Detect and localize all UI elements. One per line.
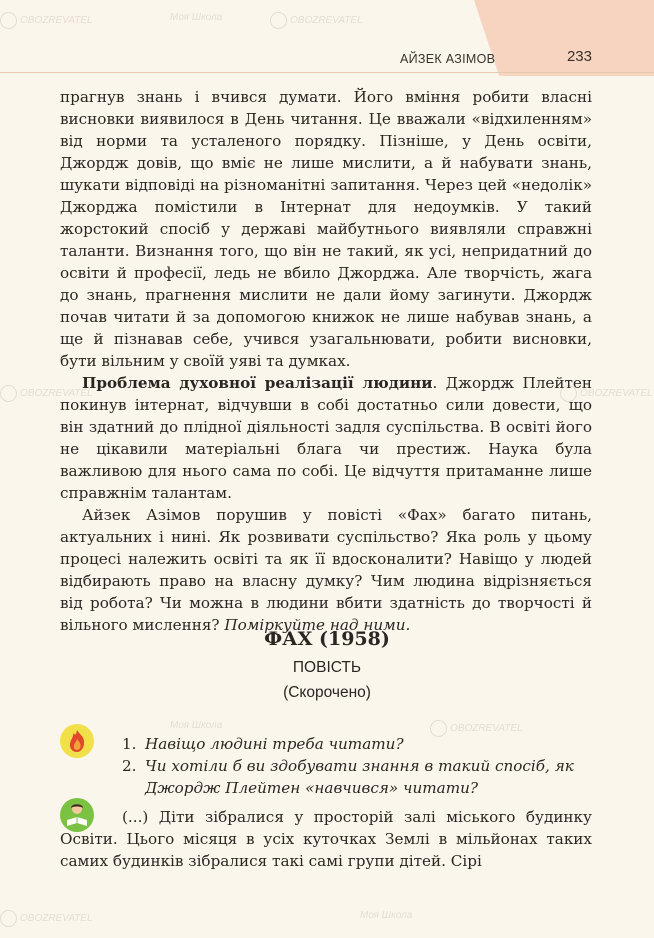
watermark: OBOZREVATEL	[560, 385, 653, 402]
body-text	[60, 86, 592, 636]
story-title: ФАХ (1958)	[264, 628, 390, 650]
paragraph: прагнув знань і вчився думати. Його вміння робити власні висновки виявилося в День читання. Це вважали «відхиленням» від норми та усталеного порядку. Пізніше, у День освіти, Джордж довів, що вміє не лише мислити, а й набувати знань, шукати відповіді на різноманітні запитання. Через цей «недолік» Джорджа помістили в Інтернат для недоумків. У такий жорстокий спосіб у державі майбутнього виявляли справжні таланти. Визнання того, що він не такий, як усі, непридатний до освіти й професії, ледь не вбило Джорджа. Але творчість, жага до знань, прагнення мислити не дали йому загинути. Джордж почав читати й за допомогою книжок не лише набував знань, а ще й пізнавав себе, учився узагальнювати, робити висновки, бути вільним у своїй уяві та думках.	[60, 88, 592, 370]
paragraph	[60, 372, 592, 504]
paragraph-text: Айзек Азімов порушив у повісті «Фах» багато питань, актуальних і нині. Як розвивати суспільство? Яка роль у цьому процесі належить освіті та як її вдосконалити? Навіщо у людей відбирають право на власну думку? Чим людина відрізняється від робота? Чи можна в людини вбити здатність до творчості й вільного мислення?	[60, 506, 592, 634]
watermark: Моя Школа	[170, 12, 223, 23]
question-number: 1.	[122, 735, 137, 753]
question-item	[122, 733, 592, 755]
watermark: OBOZREVATEL	[0, 12, 93, 29]
question-text: Навіщо людині треба читати?	[145, 735, 404, 753]
fire-icon	[60, 724, 94, 758]
page-number: 233	[566, 48, 592, 65]
story-genre: ПОВІСТЬ	[292, 659, 362, 676]
watermark: OBOZREVATEL	[0, 910, 93, 927]
story-note: (Скорочено)	[283, 684, 371, 701]
question-item	[122, 755, 592, 799]
bold-heading: Проблема духовної реалізації людини	[82, 374, 433, 392]
watermark: OBOZREVATEL	[430, 720, 523, 737]
excerpt	[60, 806, 592, 872]
question-number: 2.	[122, 757, 137, 775]
italic-prompt: Поміркуйте над ними.	[224, 616, 411, 634]
excerpt-paragraph: (...) Діти зібралися у просторій залі міського будинку Освіти. Цього місяця в усіх куточках Землі в мільйонах таких самих будинків зібралися такі самі групи дітей. Сірі	[60, 808, 592, 870]
question-text: Чи хотіли б ви здобувати знання в такий спосіб, як Джордж Плейтен «навчився» читати?	[145, 757, 574, 797]
watermark: OBOZREVATEL	[0, 385, 93, 402]
paragraph	[60, 504, 592, 636]
watermark: Моя Школа	[170, 720, 223, 731]
paragraph-text: . Джордж Плейтен покинув інтернат, відчувши в собі достатньо сили довести, що він здатний до плідної діяльності задля суспільства. В освіті його не цікавили матеріальні блага чи престиж. Наука була важливою для нього сама по собі. Це відчуття притаманне лише справжнім талантам.	[60, 374, 592, 502]
watermark: OBOZREVATEL	[270, 12, 363, 29]
watermark: Моя Школа	[360, 910, 413, 921]
running-head: АЙЗЕК АЗІМОВ	[400, 52, 496, 66]
